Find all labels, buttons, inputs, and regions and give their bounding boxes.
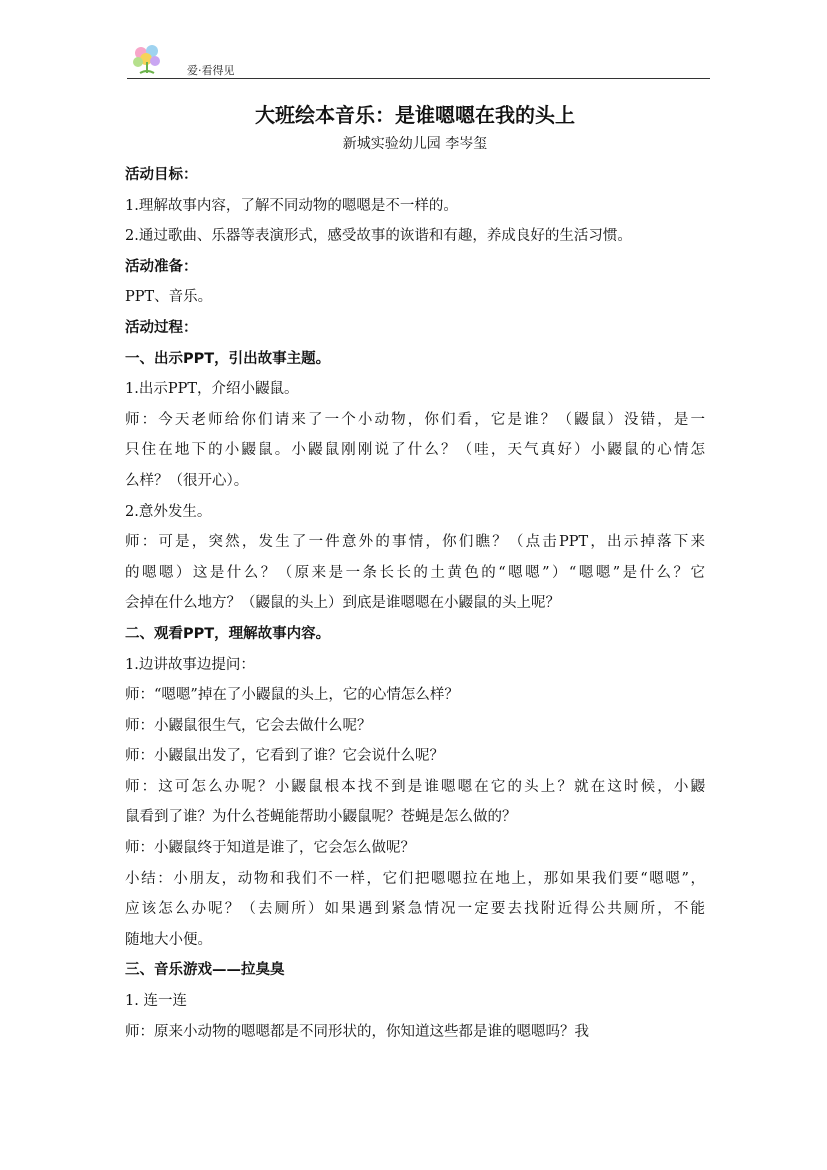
paragraph-line: 么样？（很开心）。 xyxy=(125,472,249,489)
section-heading: 一、出示PPT，引出故事主题。 xyxy=(125,350,331,367)
paragraph-line: 会掉在什么地方？（鼹鼠的头上）到底是谁嗯嗯在小鼹鼠的头上呢？ xyxy=(125,595,560,612)
paragraph-line: 小结：小朋友，动物和我们不一样，它们把嗯嗯拉在地上，那如果我们要“嗯嗯”， xyxy=(125,870,705,887)
document-body xyxy=(125,100,705,1047)
section-heading: 二、观看PPT，理解故事内容。 xyxy=(125,625,331,642)
paragraph-line: 随地大小便。 xyxy=(125,931,212,948)
section-heading: 三、音乐游戏——拉臭臭 xyxy=(125,962,285,979)
page-header xyxy=(127,40,710,79)
paragraph-line: 应该怎么办呢？（去厕所）如果遇到紧急情况一定要去找附近得公共厕所，不能 xyxy=(125,901,705,918)
paragraph-line: 师：原来小动物的嗯嗯都是不同形状的，你知道这些都是谁的嗯嗯吗？我 xyxy=(125,1023,589,1040)
paragraph-line: 鼠看到了谁？为什么苍蝇能帮助小鼹鼠呢？苍蝇是怎么做的？ xyxy=(125,809,517,826)
section-heading: 活动目标： xyxy=(125,167,198,183)
flower-logo-icon xyxy=(130,42,164,76)
paragraph-line: 1.出示PPT，介绍小鼹鼠。 xyxy=(125,381,299,398)
paragraph-line: 师：可是，突然，发生了一件意外的事情，你们瞧？（点击PPT，出示掉落下来 xyxy=(125,534,705,551)
paragraph-line: 师：“嗯嗯”掉在了小鼹鼠的头上，它的心情怎么样？ xyxy=(125,687,459,704)
paragraph-line: 2.意外发生。 xyxy=(125,503,212,520)
paragraph-line: 2.通过歌曲、乐器等表演形式，感受故事的诙谐和有趣，养成良好的生活习惯。 xyxy=(125,228,632,245)
paragraph-line: 师：小鼹鼠终于知道是谁了，它会怎么做呢？ xyxy=(125,840,415,857)
paragraph-line: 师：小鼹鼠出发了，它看到了谁？它会说什么呢？ xyxy=(125,748,444,765)
paragraph-line: 师：今天老师给你们请来了一个小动物，你们看，它是谁？（鼹鼠）没错，是一 xyxy=(125,411,705,428)
document-title: 大班绘本音乐：是谁嗯嗯在我的头上 xyxy=(255,103,575,127)
paragraph-line: 师：小鼹鼠很生气，它会去做什么呢？ xyxy=(125,717,372,734)
paragraph-line: 师：这可怎么办呢？小鼹鼠根本找不到是谁嗯嗯在它的头上？就在这时候，小鼹 xyxy=(125,778,705,795)
section-heading: 活动过程： xyxy=(125,319,198,336)
paragraph-line: 的嗯嗯）这是什么？（原来是一条长长的土黄色的“嗯嗯”）“嗯嗯”是什么？它 xyxy=(125,564,705,581)
document-lines xyxy=(125,160,705,1047)
paragraph-line: 1. 连一连 xyxy=(125,993,187,1010)
brand-name: 爱·看得见 xyxy=(187,64,235,77)
paragraph-line: 1.理解故事内容，了解不同动物的嗯嗯是不一样的。 xyxy=(125,197,458,214)
document-subtitle: 新城实验幼儿园 李岑玺 xyxy=(342,136,488,152)
paragraph-line: PPT、音乐。 xyxy=(125,289,213,306)
section-heading: 活动准备： xyxy=(125,258,198,275)
paragraph-line: 只住在地下的小鼹鼠。小鼹鼠刚刚说了什么？（哇，天气真好）小鼹鼠的心情怎 xyxy=(125,442,705,459)
paragraph-line: 1.边讲故事边提问： xyxy=(125,656,255,673)
